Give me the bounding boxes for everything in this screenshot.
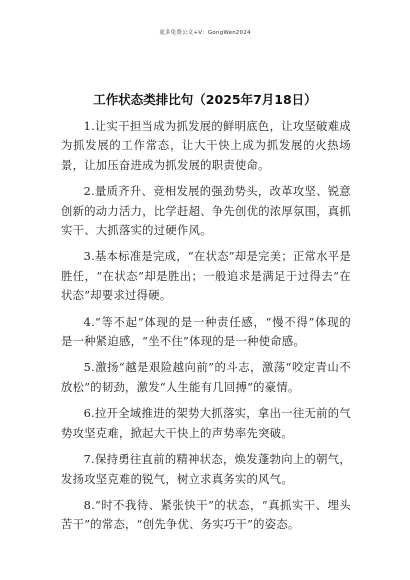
document-body (61, 117, 351, 542)
header-note: 更多免费公文+V：GongWen2024 (159, 30, 251, 36)
paragraph: 5.激扬“越是艰险越向前”的斗志，激荡“咬定青山不放松”的韧劲，激发“人生能有几回搏”的豪情。 (61, 361, 351, 394)
paragraph: 2.量质齐升、竞相发展的强劲势头，改革攻坚、锐意创新的动力活力，比学赶超、争先创优的浓厚氛围，真抓实干、大抓落实的过硬作风。 (61, 185, 351, 238)
paragraph: 6.拉开全域推进的架势大抓落实，拿出一往无前的气势攻坚克难，掀起大干快上的声势率先突破。 (61, 407, 351, 440)
paragraph: 3.基本标准是完成，“在状态”却是完美；正常水平是胜任，“在状态”却是胜出；一般追求是满足于过得去“在状态”却要求过得硬。 (61, 250, 351, 303)
paragraph: 8.“时不我待、紧张快干”的状态，“真抓实干、埋头苦干”的常态，“创先争优、务实巧干”的姿态。 (61, 498, 351, 532)
paragraph: 1.让实干担当成为抓发展的鲜明底色，让攻坚破难成为抓发展的工作常态，让大干快上成为抓发展的火热场景，让加压奋进成为抓发展的职责使命。 (61, 120, 351, 172)
paragraph: 7.保持勇往直前的精神状态，焕发蓬勃向上的朝气，发扬攻坚克难的锐气，树立求真务实的风气。 (61, 453, 351, 486)
paragraph: 4.“等不起”体现的是一种责任感，“慢不得”体现的是一种紧迫感，“坐不住”体现的是一种使命感。 (61, 315, 351, 349)
document-title: 工作状态类排比句（2025年7月18日） (93, 92, 317, 107)
